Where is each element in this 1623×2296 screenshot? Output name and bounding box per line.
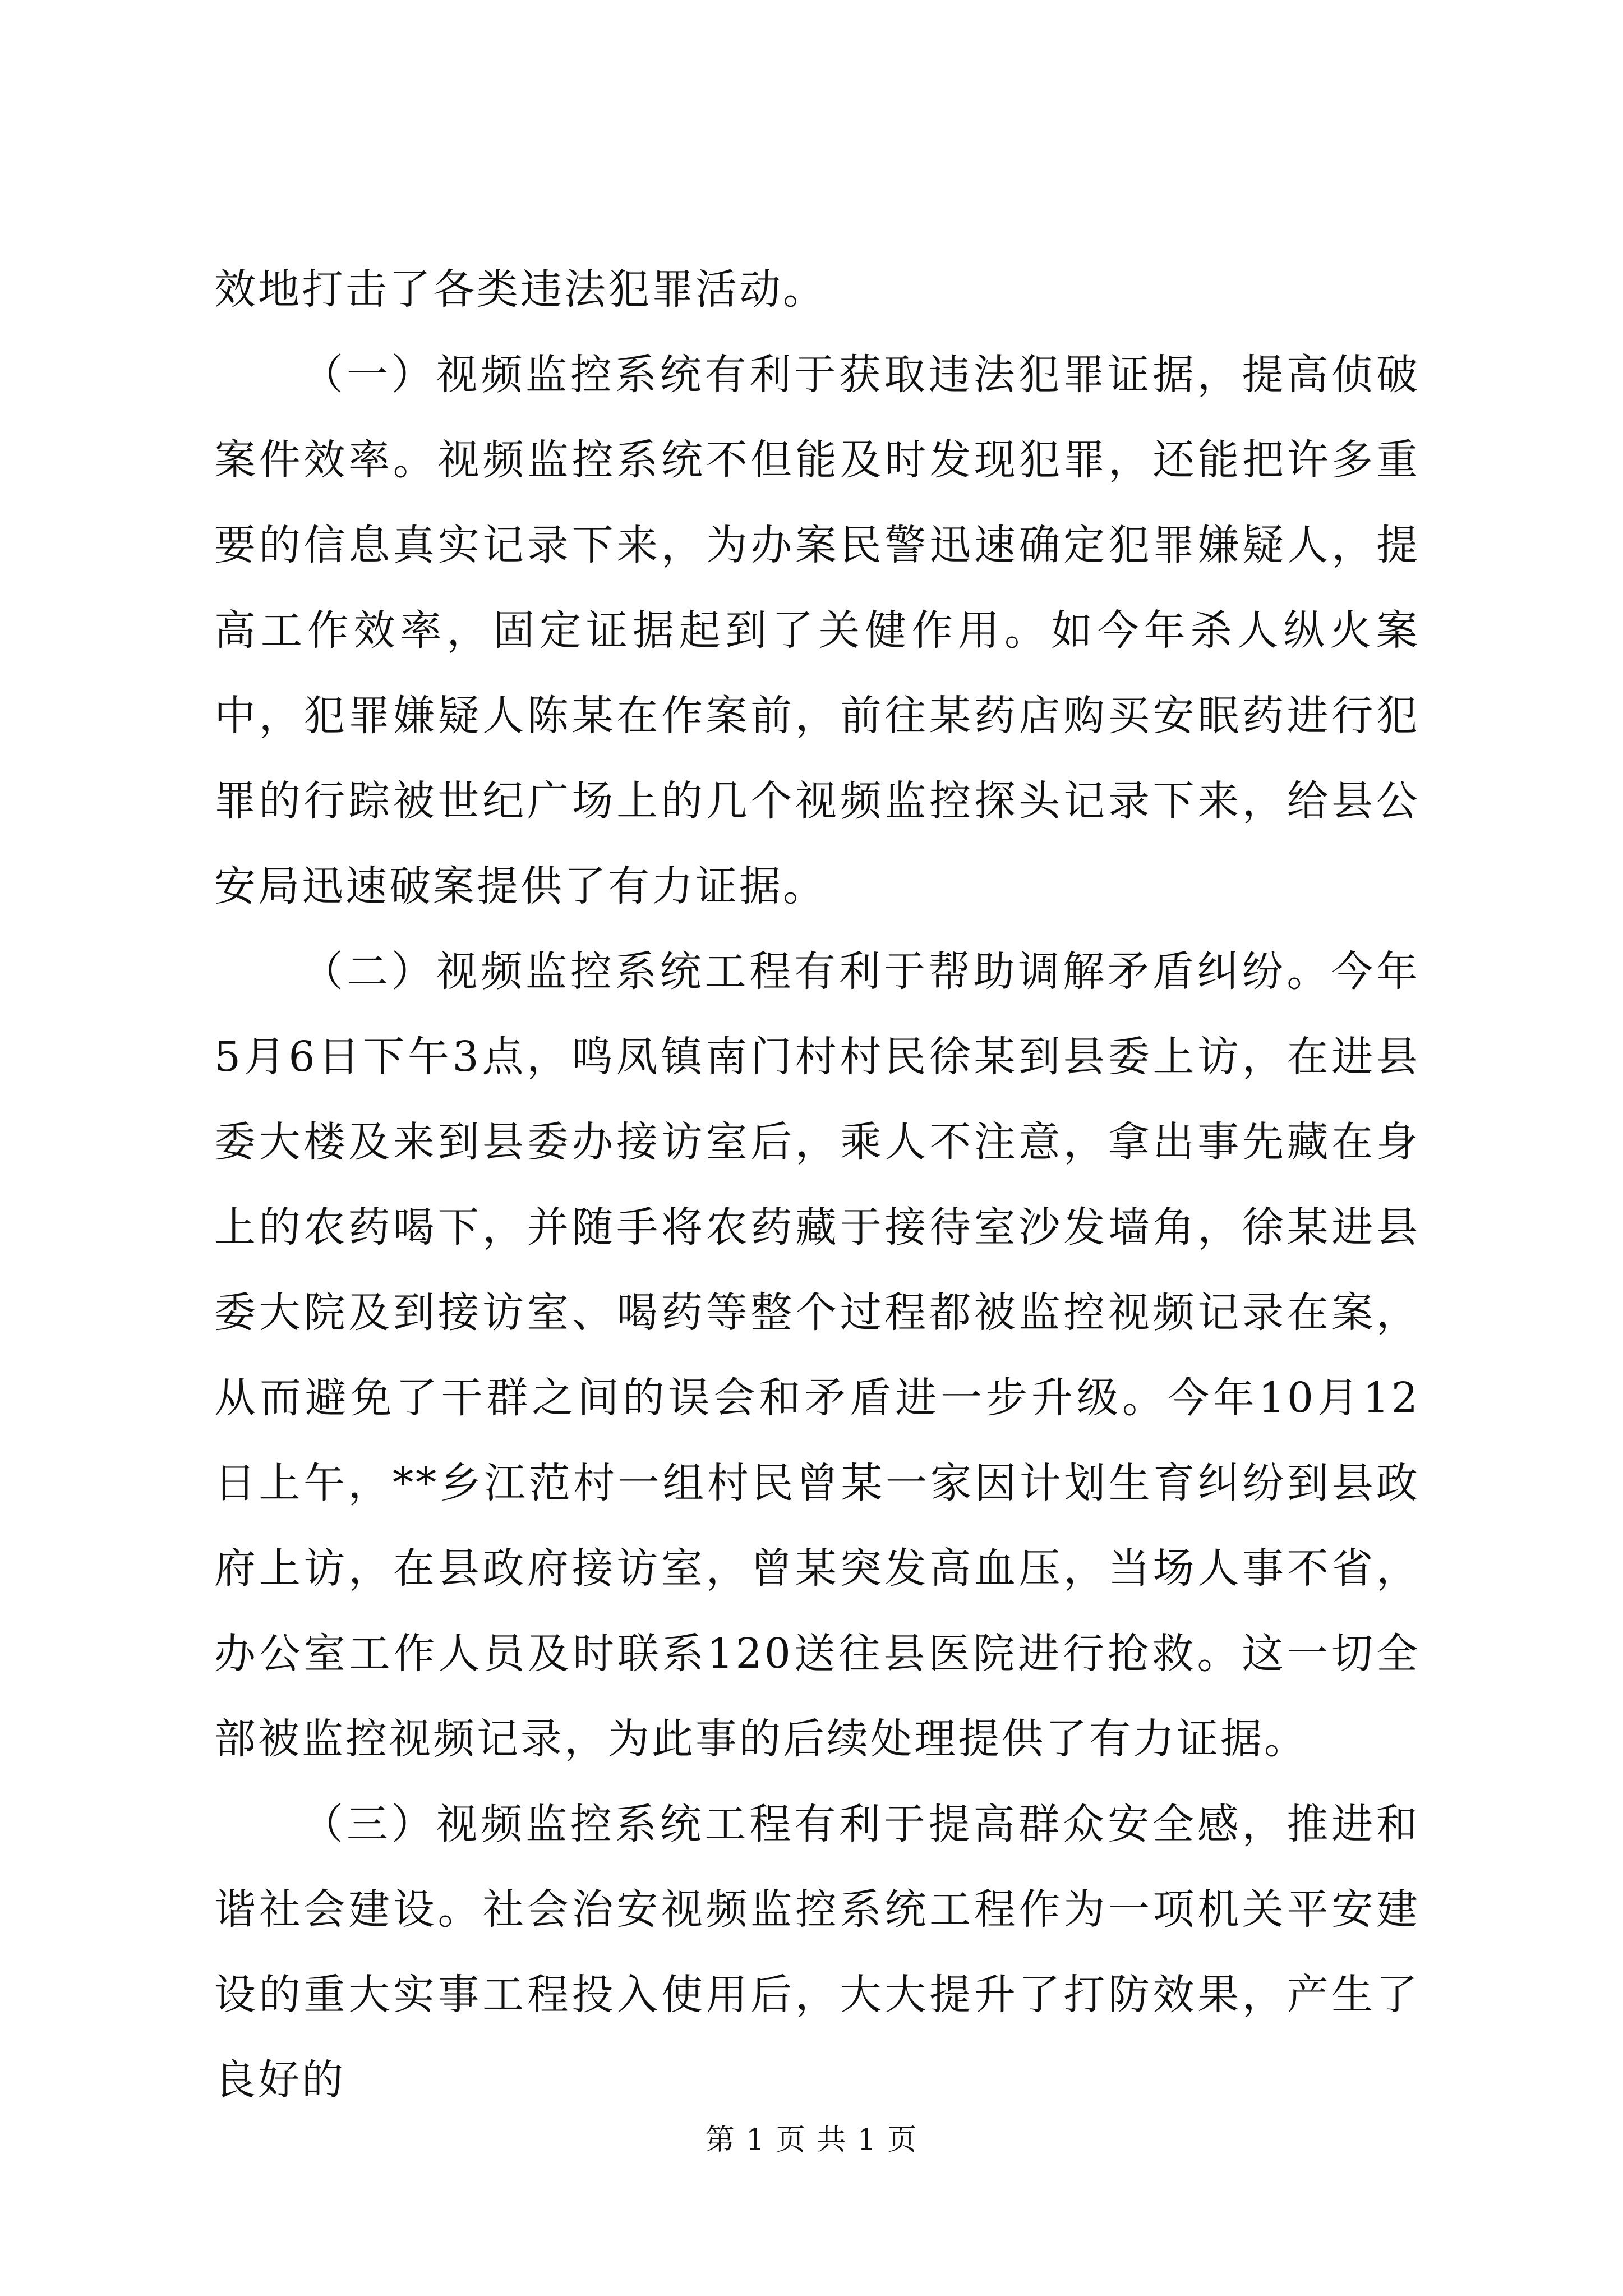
document-body — [214, 247, 1420, 2123]
paragraph-section-1: （一）视频监控系统有利于获取违法犯罪证据，提高侦破案件效率。视频监控系统不但能及时发现犯罪，还能把许多重要的信息真实记录下来，为办案民警迅速确定犯罪嫌疑人，提高工作效率，固定证据起到了关健作用。如今年杀人纵火案中，犯罪嫌疑人陈某在作案前，前往某药店购买安眠药进行犯罪的行踪被世纪广场上的几个视频监控探头记录下来，给县公安局迅速破案提供了有力证据。 — [214, 351, 1420, 910]
paragraph-continuation: 效地打击了各类违法犯罪活动。 — [214, 265, 827, 314]
page-number-footer: 第 1 页 共 1 页 — [705, 2123, 918, 2157]
paragraph-section-3: （三）视频监控系统工程有利于提高群众安全感，推进和谐社会建设。社会治安视频监控系统工程作为一项机关平安建设的重大实事工程投入使用后，大大提升了打防效果，产生了良好的 — [214, 1800, 1420, 2104]
paragraph-section-2: （二）视频监控系统工程有利于帮助调解矛盾纠纷。今年5月6日下午3点，鸣凤镇南门村村民徐某到县委上访，在进县委大楼及来到县委办接访室后，乘人不注意，拿出事先藏在身上的农药喝下，并随手将农药藏于接待室沙发墙角，徐某进县委大院及到接访室、喝药等整个过程都被监控视频记录在案，从而避免了干群之间的误会和矛盾进一步升级。今年10月12日上午，**乡江范村一组村民曾某一家因计划生育纠纷到县政府上访，在县政府接访室，曾某突发高血压，当场人事不省，办公室工作人员及时联系120送往县医院进行抢救。这一切全部被监控视频记录，为此事的后续处理提供了有力证据。 — [214, 947, 1420, 1763]
